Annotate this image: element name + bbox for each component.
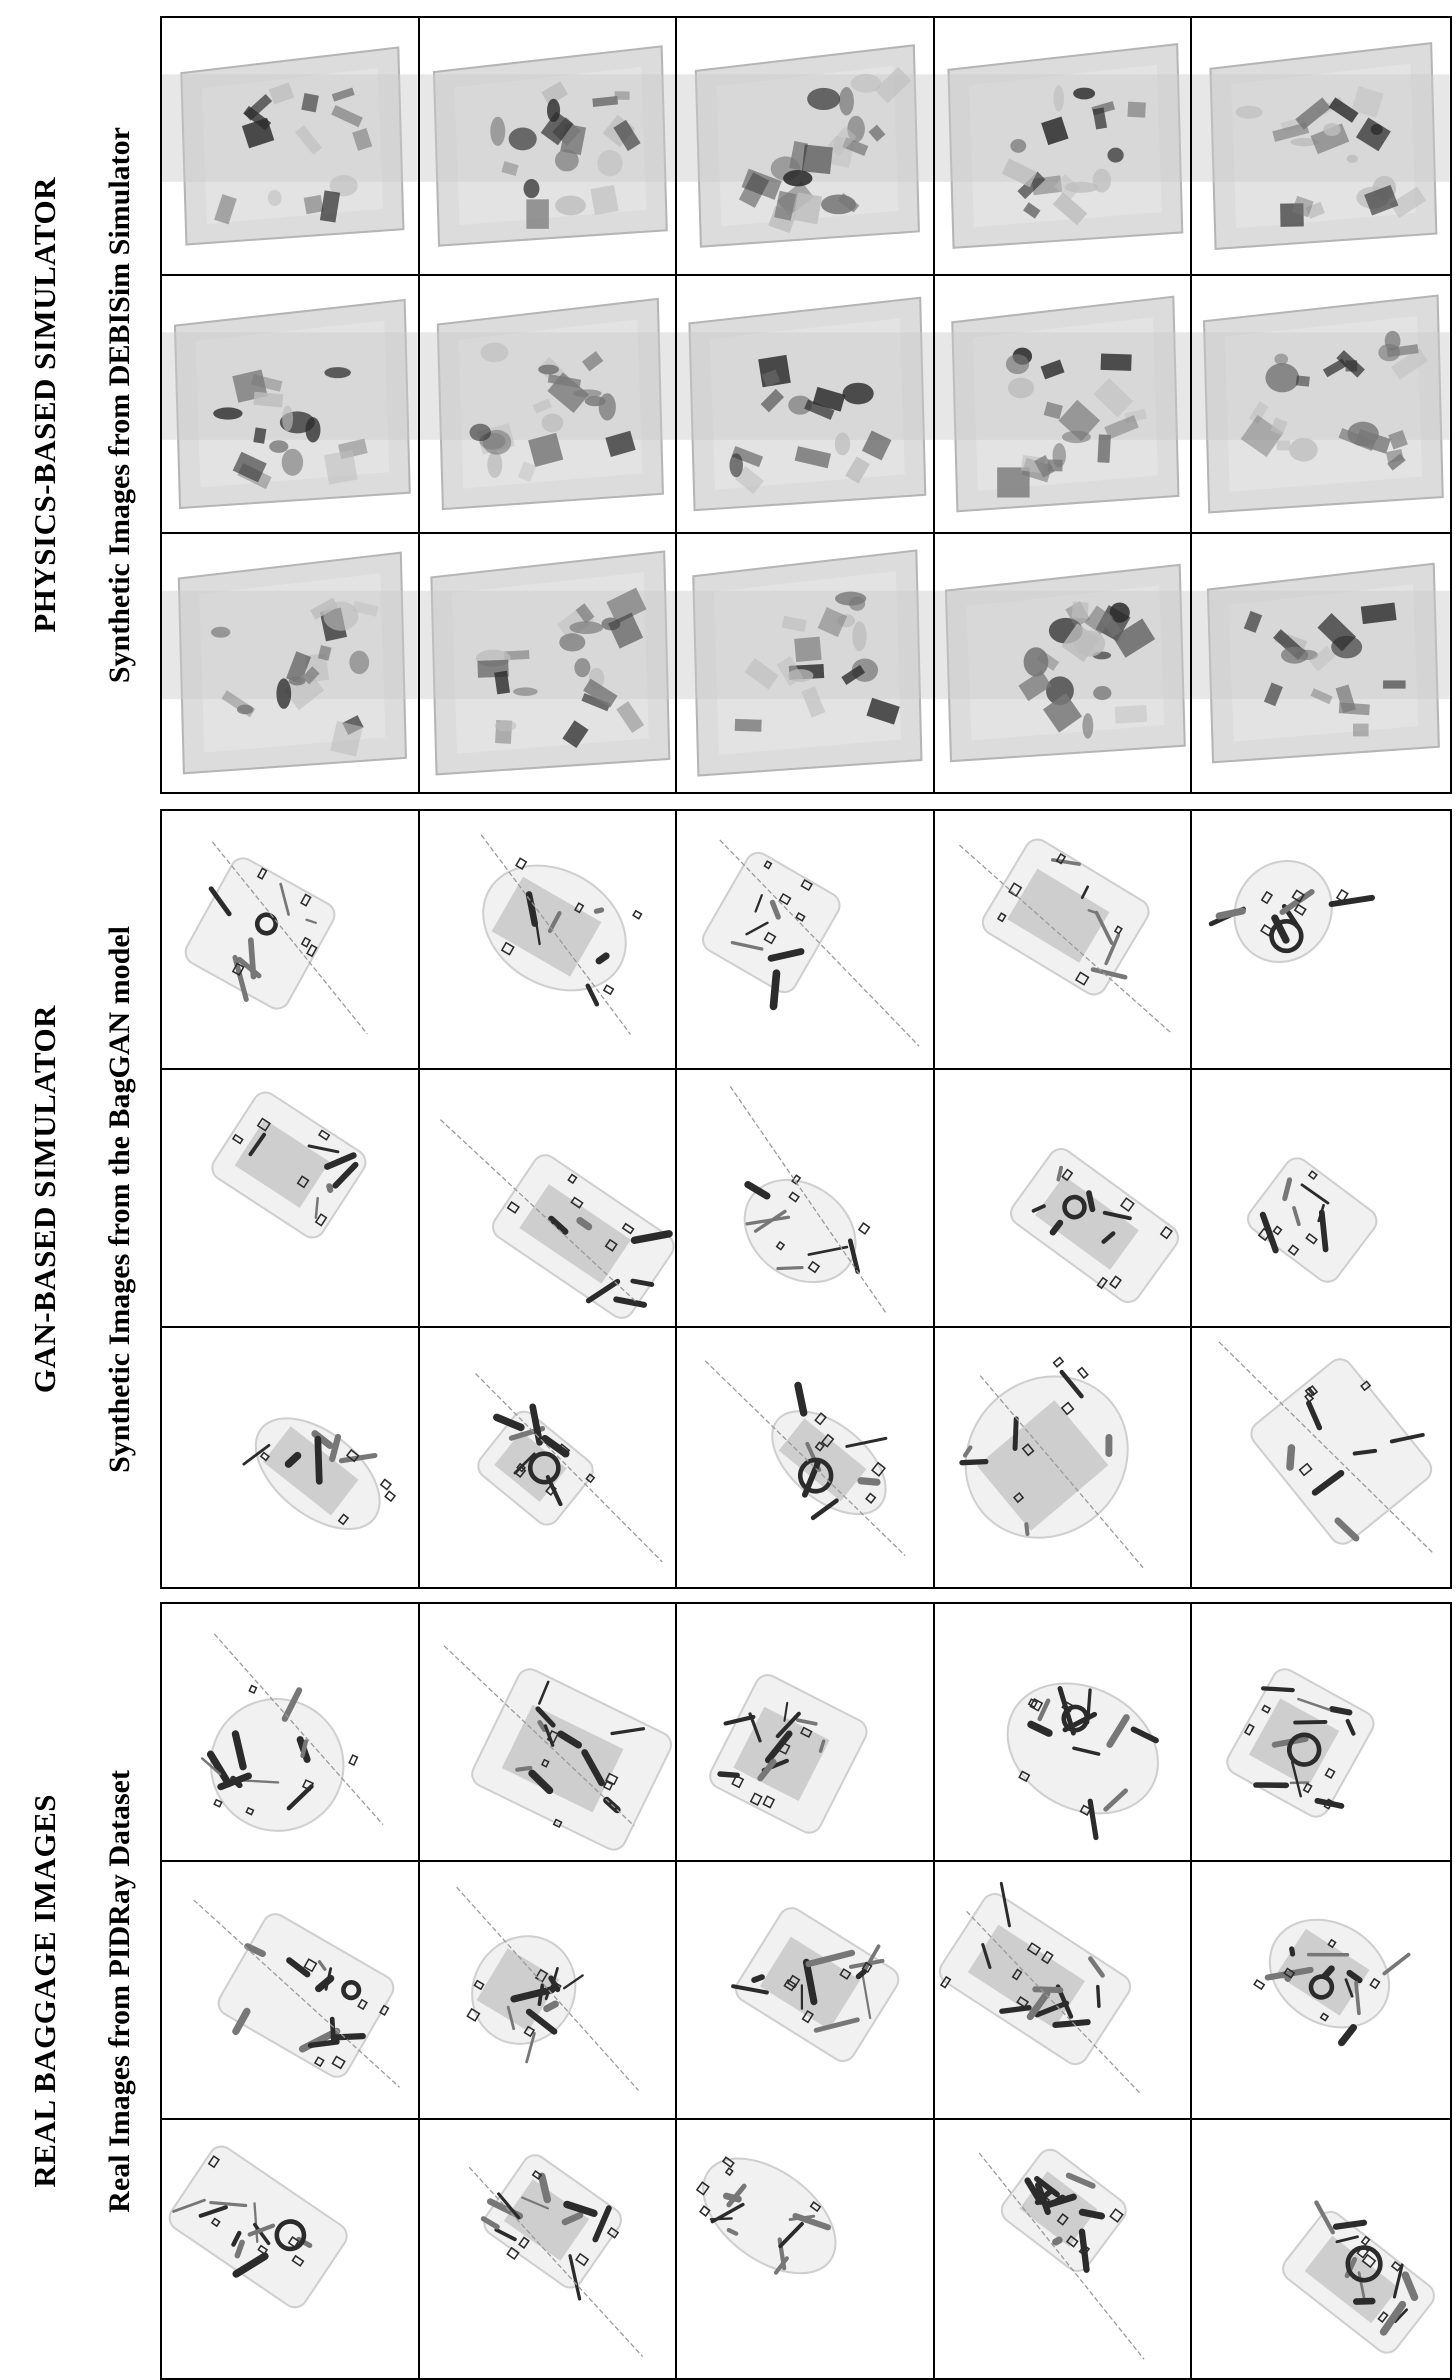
xray-image-cell bbox=[935, 276, 1193, 534]
image-grid-physics bbox=[160, 16, 1452, 794]
xray-baggage-image bbox=[162, 2120, 418, 2378]
xray-baggage-image bbox=[162, 1070, 418, 1327]
xray-image-cell bbox=[162, 1862, 420, 2120]
section-subtitle-column bbox=[80, 809, 160, 1589]
xray-baggage-image bbox=[420, 1070, 676, 1327]
xray-image-cell bbox=[935, 1604, 1193, 1862]
xray-image-cell bbox=[677, 1328, 935, 1587]
xray-image-cell bbox=[162, 276, 420, 534]
xray-image-cell bbox=[1192, 1862, 1450, 2120]
xray-image-cell bbox=[1192, 534, 1450, 792]
xray-baggage-image bbox=[420, 1328, 676, 1587]
xray-baggage-image bbox=[677, 1070, 933, 1327]
section-real-baggage bbox=[0, 1602, 1456, 2380]
xray-baggage-image bbox=[420, 811, 676, 1068]
xray-image-cell bbox=[420, 1862, 678, 2120]
xray-image-cell bbox=[1192, 1070, 1450, 1329]
section-title: GAN-BASED SIMULATOR bbox=[27, 1004, 62, 1394]
section-title: REAL BAGGAGE IMAGES bbox=[27, 1794, 62, 2188]
xray-image-cell bbox=[162, 2120, 420, 2378]
xray-image-cell bbox=[935, 1070, 1193, 1329]
section-subtitle: Synthetic Images from the BagGAN model bbox=[103, 925, 136, 1473]
xray-image-cell bbox=[935, 1862, 1193, 2120]
xray-baggage-image bbox=[677, 18, 933, 274]
section-subtitle-column bbox=[80, 16, 160, 794]
xray-image-cell bbox=[420, 1328, 678, 1587]
xray-baggage-image bbox=[677, 1328, 933, 1587]
section-physics-based bbox=[0, 16, 1456, 794]
xray-baggage-image bbox=[420, 1604, 676, 1860]
xray-baggage-image bbox=[420, 1862, 676, 2118]
xray-baggage-image bbox=[162, 276, 418, 532]
xray-baggage-image bbox=[420, 276, 676, 532]
xray-image-cell bbox=[677, 18, 935, 276]
xray-image-cell bbox=[935, 1328, 1193, 1587]
xray-baggage-image bbox=[420, 534, 676, 792]
xray-image-cell bbox=[1192, 811, 1450, 1070]
xray-baggage-image bbox=[162, 1862, 418, 2118]
xray-image-cell bbox=[162, 1328, 420, 1587]
xray-baggage-image bbox=[1192, 276, 1450, 532]
xray-baggage-image bbox=[935, 276, 1191, 532]
xray-baggage-image bbox=[1192, 18, 1450, 274]
xray-image-cell bbox=[935, 811, 1193, 1070]
xray-baggage-image bbox=[1192, 1862, 1450, 2118]
image-grid-real bbox=[160, 1602, 1452, 2380]
xray-baggage-image bbox=[677, 811, 933, 1068]
xray-baggage-image bbox=[1192, 1070, 1450, 1327]
xray-baggage-image bbox=[935, 534, 1191, 792]
xray-baggage-image bbox=[935, 811, 1191, 1068]
xray-image-cell bbox=[677, 2120, 935, 2378]
xray-baggage-image bbox=[1192, 2120, 1450, 2378]
xray-image-cell bbox=[420, 811, 678, 1070]
section-title-column bbox=[10, 16, 80, 794]
xray-baggage-image bbox=[1192, 811, 1450, 1068]
xray-baggage-image bbox=[1192, 1328, 1450, 1587]
xray-image-cell bbox=[420, 2120, 678, 2378]
xray-baggage-image bbox=[935, 1862, 1191, 2118]
xray-baggage-image bbox=[1192, 1604, 1450, 1860]
image-grid-gan bbox=[160, 809, 1452, 1589]
xray-image-cell bbox=[677, 534, 935, 792]
xray-baggage-image bbox=[677, 534, 933, 792]
xray-image-cell bbox=[677, 1070, 935, 1329]
xray-image-cell bbox=[677, 276, 935, 534]
xray-baggage-image bbox=[162, 1604, 418, 1860]
xray-image-cell bbox=[1192, 1328, 1450, 1587]
xray-baggage-image bbox=[677, 1862, 933, 2118]
xray-baggage-image bbox=[935, 1328, 1191, 1587]
xray-image-cell bbox=[1192, 1604, 1450, 1862]
xray-image-cell bbox=[1192, 18, 1450, 276]
xray-image-cell bbox=[162, 1070, 420, 1329]
section-gan-based bbox=[0, 809, 1456, 1589]
xray-baggage-image bbox=[1192, 534, 1450, 792]
xray-image-cell bbox=[162, 534, 420, 792]
xray-image-cell bbox=[162, 1604, 420, 1862]
xray-image-cell bbox=[677, 1604, 935, 1862]
xray-image-cell bbox=[935, 18, 1193, 276]
xray-image-cell bbox=[677, 1862, 935, 2120]
xray-baggage-image bbox=[677, 2120, 933, 2378]
xray-image-cell bbox=[420, 1070, 678, 1329]
xray-image-cell bbox=[420, 1604, 678, 1862]
xray-baggage-image bbox=[935, 1070, 1191, 1327]
section-subtitle: Synthetic Images from DEBISim Simulator bbox=[103, 126, 136, 684]
xray-image-cell bbox=[420, 18, 678, 276]
xray-image-cell bbox=[162, 811, 420, 1070]
xray-image-cell bbox=[162, 18, 420, 276]
section-title: PHYSICS-BASED SIMULATOR bbox=[27, 177, 62, 633]
section-subtitle-column bbox=[80, 1602, 160, 2380]
xray-image-cell bbox=[420, 534, 678, 792]
xray-baggage-image bbox=[420, 2120, 676, 2378]
section-title-column bbox=[10, 1602, 80, 2380]
xray-baggage-image bbox=[420, 18, 676, 274]
xray-baggage-image bbox=[935, 18, 1191, 274]
xray-image-cell bbox=[935, 534, 1193, 792]
section-title-column bbox=[10, 809, 80, 1589]
xray-baggage-image bbox=[935, 2120, 1191, 2378]
xray-image-cell bbox=[935, 2120, 1193, 2378]
xray-baggage-image bbox=[935, 1604, 1191, 1860]
xray-baggage-image bbox=[162, 18, 418, 274]
xray-image-cell bbox=[1192, 2120, 1450, 2378]
xray-baggage-image bbox=[677, 1604, 933, 1860]
xray-baggage-image bbox=[677, 276, 933, 532]
xray-baggage-image bbox=[162, 534, 418, 792]
xray-image-cell bbox=[677, 811, 935, 1070]
xray-baggage-image bbox=[162, 1328, 418, 1587]
xray-image-cell bbox=[420, 276, 678, 534]
section-subtitle: Real Images from PIDRay Dataset bbox=[103, 1769, 136, 2213]
xray-image-cell bbox=[1192, 276, 1450, 534]
xray-baggage-image bbox=[162, 811, 418, 1068]
